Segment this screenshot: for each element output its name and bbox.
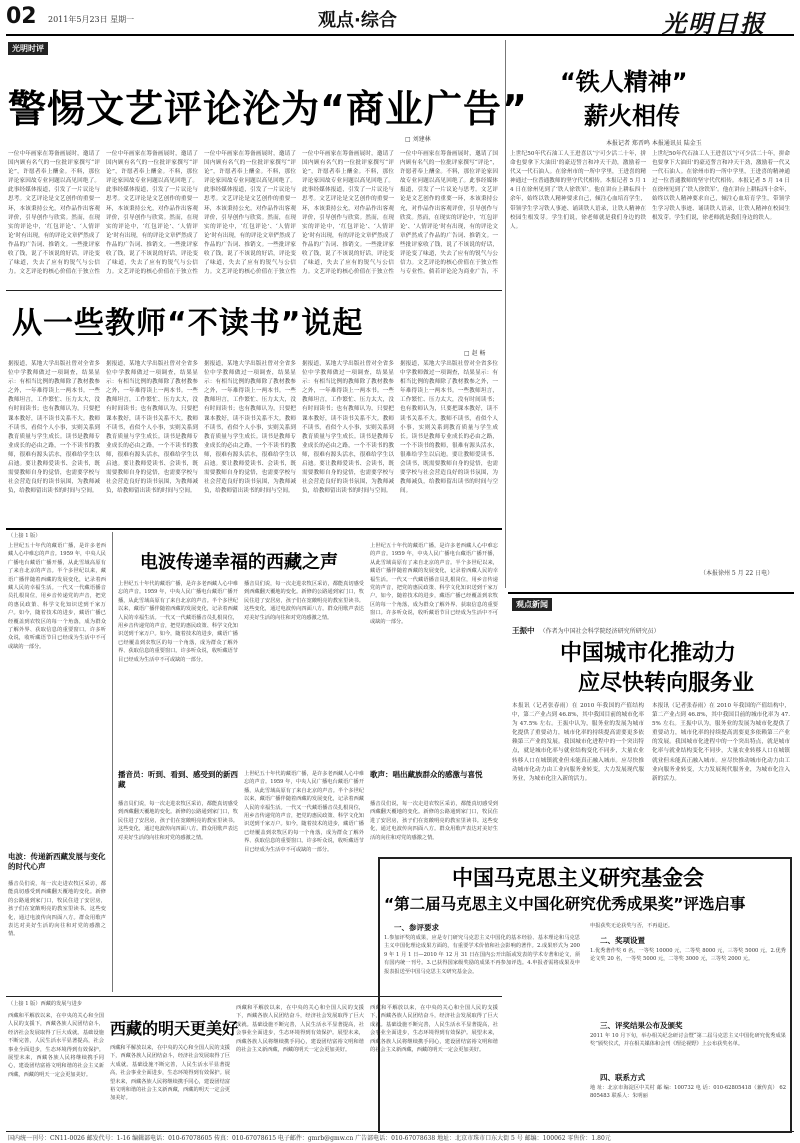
- article4-sub1-text: 电波：传递新西藏发展与变化的时代心声: [8, 852, 106, 871]
- article6-author-note: （作者为中国社会科学院经济研究所研究员）: [539, 628, 660, 635]
- article6-body: 本报讯（记者张春雨）在 2010 年我国的产值结构中，第二产业占到 46.8%，其中我国目前的城市化率为 47.5% 左右。王振中认为，服务业的发展为城市化提供了重要动力，城市化率的持续提高需要更多依赖第三产业的发展。我国城市化进程中的一个突出特点，就是城市化率与就业结构变化不同步，大量农业转移人口在城镇就业但未能真正融入城市。应尽快推动城市化动力由工业向服务业转变，大力发展现代服务业，为城市化注入新的活力。: [512, 703, 644, 782]
- notice-s2-body: 1.优秀著作奖 6 名，一等奖 10000 元，二等奖 8000 元，三等奖 5000 元。2.优秀论文奖 20 名，一等奖 5000 元，二等奖 3000 元，三等奖 2000 元。: [590, 948, 786, 963]
- article6-body-col2: 本报讯（记者张春雨）在 2010 年我国的产值结构中，第二产业占到 46.8%，其中我国目前的城市化率为 47.5% 左右。王振中认为，服务业的发展为城市化提供了重要动力，城市化率的持续提高需要更多依赖第三产业的发展。我国城市化进程中的一个突出特点，就是城市化率与就业结构变化不同步，大量农业转移人口在城镇就业但未能真正融入城市。应尽快推动城市化动力由工业向服务业转变，大力发展现代服务业，为城市化注入新的活力。: [652, 703, 790, 782]
- article4-body-col6: 上世纪五十年代的藏语广播，是许多老西藏人心中难忘的声音。1959 年，中央人民广播电台藏语广播开播，从此雪域高原有了来自北京的声音。半个多世纪以来，藏语广播伴随着西藏的发展变化，记录着西藏人民的幸福生活。一代又一代藏语播音员扎根岗位，用乡音传递党的声音，把党的惠民政策、科学文化知识送到千家万户。如今，随着技术的进步，藏语广播已经覆盖到农牧区的每一个角落，成为群众了解外界、获取信息的重要窗口。许多听众说，收听藏语节目已经成为生活中不可或缺的一部分。: [244, 771, 364, 853]
- article1-byline: [405, 134, 431, 143]
- article4-sub3-text: 歌声：唱出藏族群众的感激与喜悦: [370, 770, 483, 779]
- article1-body: 一位中年画家在筹备画展时，邀请了国内顾有名气的一位批评家撰写“评论”，许愿者奉上酬金。不料，那位评论家因故专业问题以高见回绝了。此事经媒体报道，引发了一片议论与思考。文艺评论是文艺创作的重要一环，本该秉持公允，对作品作出客观评价，引导创作与欣赏。然而，在现实的评论中，‘红包评论’、‘人情评论’时有出现，有的评论文章俨然成了作品的广告词、推销文。一些批评家收了钱，说了不该说的好话，评论变了味道，失去了应有的锐气与公信力。文艺评论的核心价值在于独立性: [8, 151, 100, 275]
- section-title: 观点·综合: [318, 10, 397, 31]
- article2-byline: 本报记者 郑晋鸣 本报通讯员 陆金玉: [606, 140, 702, 147]
- notice-org: 中国马克思主义研究基金会: [452, 866, 704, 890]
- article4-sub2: [118, 770, 243, 790]
- article4-body-col7: 播音员们说，每一次走进农牧区采访，都能真切感受到西藏翻天覆地的变化。新修的公路通到家门口，牧民住进了安居房，孩子们在宽敞明亮的教室里读书。这些变化，通过电波传向四面八方。群众用歌声表达对美好生活的向往和对党的感激之情。: [370, 801, 498, 841]
- article4-dateline: （上接 1 版）: [8, 533, 41, 539]
- article6-title-line1: 中国城市化推动力: [560, 641, 737, 666]
- article3-title: 从一些教师“不读书”说起: [12, 306, 364, 341]
- header-rule: [6, 34, 794, 36]
- article1-body-col4: 一位中年画家在筹备画展时，邀请了国内顾有名气的一位批评家撰写“评论”，许愿者奉上酬金。不料，那位评论家因故专业问题以高见回绝了。此事经媒体报道，引发了一片议论与思考。文艺评论是文艺创作的重要一环，本该秉持公允，对作品作出客观评价，引导创作与欣赏。然而，在现实的评论中，‘红包评论’、‘人情评论’时有出现，有的评论文章俨然成了作品的广告词、推销文。一些批评家收了钱，说了不该说的好话，评论变了味道，失去了应有的锐气与公信力。文艺评论的核心价值在于独立性: [302, 151, 394, 275]
- masthead-logo: 光明日报: [662, 9, 766, 38]
- article4-body-col2: 上世纪五十年代的藏语广播，是许多老西藏人心中难忘的声音。1959 年，中央人民广播电台藏语广播开播，从此雪域高原有了来自北京的声音。半个多世纪以来，藏语广播伴随着西藏的发展变化，记录着西藏人民的幸福生活。一代又一代藏语播音员扎根岗位，用乡音传递党的声音，把党的惠民政策、科学文化知识送到千家万户。如今，随着技术的进步，藏语广播已经覆盖到农牧区的每一个角落，成为群众了解外界、获取信息的重要窗口。许多听众说，收听藏语节目已经成为生活中不可或缺的一部分。: [118, 581, 238, 663]
- byline-box-icon-2: □: [464, 350, 472, 357]
- article3-byline-text: 赵 畅: [471, 350, 486, 357]
- article1-body-col5: 一位中年画家在筹备画展时，邀请了国内顾有名气的一位批评家撰写“评论”，许愿者奉上酬金。不料，那位评论家因故专业问题以高见回绝了。此事经媒体报道，引发了一片议论与思考。文艺评论是文艺创作的重要一环，本该秉持公允，对作品作出客观评价，引导创作与欣赏。然而，在现实的评论中，‘红包评论’、‘人情评论’时有出现，有的评论文章俨然成了作品的广告词、推销文。一些批评家收了钱，说了不该说的好话，评论变了味道，失去了应有的锐气与公信力。文艺评论的核心价值在于独立性与专业性。倘若评论沦为商业广告，不: [400, 151, 498, 275]
- rule-section2: [508, 592, 794, 594]
- notice-s4-body: 地 址：北京市海淀区中关村 邮 编：100732 电 话：010-62805418（兼传真） 62805483 联系人：朱明丽: [590, 1085, 786, 1100]
- article5-body-col2: 西藏和平解放以来，在中央的关心和全国人民的支援下，西藏各族人民团结奋斗，经济社会发展取得了巨大成就。基础设施不断完善，人民生活水平显著提高，社会事业全面进步，生态环境得到有效保护。展望未来，西藏各族人民将继续携手同心，建设团结富裕文明和谐的社会主义新西藏，西藏的明天一定会更加美好。: [110, 1045, 230, 1102]
- column-divider: [505, 40, 506, 588]
- notice-s3-title: 三、评奖结果公布及颁奖: [600, 1021, 683, 1030]
- article2-title-line1: “铁人精神”: [560, 68, 688, 96]
- notice-s3-body: 2011 年 10 月下旬，举办相关纪念研讨会暨“第二届马克思主义中国化研究优秀成果奖”颁奖仪式，并在相关媒体和会刊《理论视野》上公布获奖名单。: [590, 1033, 786, 1048]
- article5-body-col3: 西藏和平解放以来，在中央的关心和全国人民的支援下，西藏各族人民团结奋斗，经济社会发展取得了巨大成就。基础设施不断完善，人民生活水平显著提高，社会事业全面进步，生态环境得到有效保护。展望未来，西藏各族人民将继续携手同心，建设团结富裕文明和谐的社会主义新西藏，西藏的明天一定会更加美好。: [236, 1005, 364, 1054]
- page-number: 02: [6, 4, 37, 29]
- notice-title: “第二届马克思主义中国化研究优秀成果奖”评选启事: [384, 895, 746, 913]
- article1-body-col3: 一位中年画家在筹备画展时，邀请了国内顾有名气的一位批评家撰写“评论”，许愿者奉上酬金。不料，那位评论家因故专业问题以高见回绝了。此事经媒体报道，引发了一片议论与思考。文艺评论是文艺创作的重要一环，本该秉持公允，对作品作出客观评价，引导创作与欣赏。然而，在现实的评论中，‘红包评论’、‘人情评论’时有出现，有的评论文章俨然成了作品的广告词、推销文。一些批评家收了钱，说了不该说的好话，评论变了味道，失去了应有的锐气与公信力。文艺评论的核心价值在于独立性: [204, 151, 296, 275]
- article6-byline: [512, 618, 792, 637]
- divider-a: [112, 532, 113, 992]
- article3-body-col2: 据报道，某地大学出版社曾对全省多位中学教师做过一项调查，结果显示：有相当比例的教师除了教材教参之外，一年难得读上一两本书。一些教师坦言，工作繁忙、压力太大，没有时间读书；也有教师认为，只要把课本教好，读不读书关系不大。教师不读书，看似个人小事，实则关系到教育质量与学生成长。读书是教师专业成长的必由之路，一个不读书的教师，很难有源头活水，很难给学生以启迪。要让教师爱读书、会读书，既需要教师自身的觉悟，也需要学校与社会营造良好的读书氛围，为教师减负，给教师留出读书的时间与空间。: [106, 361, 198, 495]
- issue-date: 2011年5月23日 星期一: [48, 15, 135, 24]
- article1-body-col2: 一位中年画家在筹备画展时，邀请了国内顾有名气的一位批评家撰写“评论”，许愿者奉上酬金。不料，那位评论家因故专业问题以高见回绝了。此事经媒体报道，引发了一片议论与思考。文艺评论是文艺创作的重要一环，本该秉持公允，对作品作出客观评价，引导创作与欣赏。然而，在现实的评论中，‘红包评论’、‘人情评论’时有出现，有的评论文章俨然成了作品的广告词、推销文。一些批评家收了钱，说了不该说的好话，评论变了味道，失去了应有的锐气与公信力。文艺评论的核心价值在于独立性: [106, 151, 198, 275]
- article3-byline: [464, 348, 486, 357]
- notice-s1-body: 1.参加评奖的成果，应是专门研究马克思主义中国化的基本经验、基本理论和马克思主义中国化理论成果方面的，有重要学术价值和社会影响的著作。2.成果形式为 2009 年 1 月 1 日—2010 年 12 月 31 日在国内公开出版或发表的学术专著和论文，须有国内统一刊号。3.已获得国家级奖励的成果不再参加评选。4.申报者需将成果及申报表报送至中国马克思主义研究基金会。: [384, 935, 580, 975]
- article4-body: 上世纪五十年代的藏语广播，是许多老西藏人心中难忘的声音。1959 年，中央人民广播电台藏语广播开播，从此雪域高原有了来自北京的声音。半个多世纪以来，藏语广播伴随着西藏的发展变化，记录着西藏人民的幸福生活。一代又一代藏语播音员扎根岗位，用乡音传递党的声音，把党的惠民政策、科学文化知识送到千家万户。如今，随着技术的进步，藏语广播已经覆盖到农牧区的每一个角落，成为群众了解外界、获取信息的重要窗口。许多听众说，收听藏语节目已经成为生活中不可或缺的一部分。: [8, 543, 106, 650]
- article5-title: 西藏的明天更美好: [110, 1019, 239, 1038]
- article5-body-col4: 西藏和平解放以来，在中央的关心和全国人民的支援下，西藏各族人民团结奋斗，经济社会发展取得了巨大成就。基础设施不断完善，人民生活水平显著提高，社会事业全面进步，生态环境得到有效保护。展望未来，西藏各族人民将继续携手同心，建设团结富裕文明和谐的社会主义新西藏，西藏的明天一定会更加美好。: [370, 1005, 498, 1054]
- article4-body-col5: 播音员们说，每一次走进农牧区采访，都能真切感受到西藏翻天覆地的变化。新修的公路通到家门口，牧民住进了安居房，孩子们在宽敞明亮的教室里读书。这些变化，通过电波传向四面八方。群众用歌声表达对美好生活的向往和对党的感激之情。: [118, 801, 238, 841]
- article4-sub1: [8, 852, 106, 872]
- notice-s1-tail: 申报获奖无论获奖与否，不再退还。: [590, 923, 674, 929]
- mid-rule: [6, 290, 502, 291]
- article2-body: 上世纪50年代石油工人王进喜以‘宁可少活二十年，拼命也要拿下大油田’的豪迈誓言和冲天干劲，激励着一代又一代石油人。在徐州市的一所中学里，王进喜的精神通过一位普通教师的坚守代代相传。本报记者 5 月 14 日在徐州见到了‘铁人徐铁军’。他在讲台上耕耘四十余年，始终以铁人精神要求自己，倾注心血培育学生，带领学生学习铁人事迹、诵读铁人语录，让铁人精神在校园生根发芽。学生们说，徐老师就是我们身边的铁人。: [510, 151, 646, 230]
- article4-body-col4: 上世纪五十年代的藏语广播，是许多老西藏人心中难忘的声音。1959 年，中央人民广播电台藏语广播开播，从此雪域高原有了来自北京的声音。半个多世纪以来，藏语广播伴随着西藏的发展变化，记录着西藏人民的幸福生活。一代又一代藏语播音员扎根岗位，用乡音传递党的声音，把党的惠民政策、科学文化知识送到千家万户。如今，随着技术的进步，藏语广播已经覆盖到农牧区的每一个角落，成为群众了解外界、获取信息的重要窗口。许多听众说，收听藏语节目已经成为生活中不可或缺的一部分。: [370, 543, 498, 625]
- article2-dateline: （本报徐州 5 月 22 日电）: [700, 570, 774, 577]
- article2-title-line2: 薪火相传: [584, 102, 680, 130]
- footer-rule: [6, 1131, 794, 1132]
- article3-body-col5: 据报道，某地大学出版社曾对全省多位中学教师做过一项调查，结果显示：有相当比例的教师除了教材教参之外，一年难得读上一两本书。一些教师坦言，工作繁忙、压力太大，没有时间读书；也有教师认为，只要把课本教好，读不读书关系不大。教师不读书，看似个人小事，实则关系到教育质量与学生成长。读书是教师专业成长的必由之路，一个不读书的教师，很难有源头活水，很难给学生以启迪。要让教师爱读书、会读书，既需要教师自身的觉悟，也需要学校与社会营造良好的读书氛围，为教师减负，给教师留出读书的时间与空间。: [400, 361, 498, 495]
- byline-box-icon: □: [405, 136, 413, 143]
- footer-info: 国内统一刊号：CN11-0026 邮发代号：1-16 编辑部电话：010-67078605 传真：010-67078615 电子邮件：gmrb@gmw.cn 广告部电话：010-67078638 地址：北京市珠市口东大街 5 号 邮编：100062 零售价：1.80元: [8, 1135, 611, 1142]
- article4-title: 电波传递幸福的西藏之声: [140, 552, 338, 573]
- article4-sub3: [370, 770, 498, 780]
- article6-title-line2: 应尽快转向服务业: [578, 671, 755, 696]
- section2-label: 观点新闻: [512, 598, 552, 611]
- article5-dateline: （上接 1 版）西藏的发展与进步: [8, 1001, 83, 1007]
- notice-s1-title: 一、参评要求: [394, 923, 439, 932]
- article3-body-col3: 据报道，某地大学出版社曾对全省多位中学教师做过一项调查，结果显示：有相当比例的教师除了教材教参之外，一年难得读上一两本书。一些教师坦言，工作繁忙、压力太大，没有时间读书；也有教师认为，只要把课本教好，读不读书关系不大。教师不读书，看似个人小事，实则关系到教育质量与学生成长。读书是教师专业成长的必由之路，一个不读书的教师，很难有源头活水，很难给学生以启迪。要让教师爱读书、会读书，既需要教师自身的觉悟，也需要学校与社会营造良好的读书氛围，为教师减负，给教师留出读书的时间与空间。: [204, 361, 296, 495]
- article3-body: 据报道，某地大学出版社曾对全省多位中学教师做过一项调查，结果显示：有相当比例的教师除了教材教参之外，一年难得读上一两本书。一些教师坦言，工作繁忙、压力太大，没有时间读书；也有教师认为，只要把课本教好，读不读书关系不大。教师不读书，看似个人小事，实则关系到教育质量与学生成长。读书是教师专业成长的必由之路，一个不读书的教师，很难有源头活水，很难给学生以启迪。要让教师爱读书、会读书，既需要教师自身的觉悟，也需要学校与社会营造良好的读书氛围，为教师减负，给教师留出读书的时间与空间。: [8, 361, 100, 495]
- article1-byline-text: 刘建林: [412, 136, 431, 143]
- lower-rule: [6, 528, 502, 530]
- article4-sub2-text: 播音员：听到、看到、感受到的新西藏: [118, 770, 238, 789]
- article2-body-col2: 上世纪50年代石油工人王进喜以‘宁可少活二十年，拼命也要拿下大油田’的豪迈誓言和冲天干劲，激励着一代又一代石油人。在徐州市的一所中学里，王进喜的精神通过一位普通教师的坚守代代相传。本报记者 5 月 14 日在徐州见到了‘铁人徐铁军’。他在讲台上耕耘四十余年，始终以铁人精神要求自己，倾注心血培育学生，带领学生学习铁人事迹、诵读铁人语录，让铁人精神在校园生根发芽。学生们说，徐老师就是我们身边的铁人。: [652, 151, 790, 221]
- article3-body-col4: 据报道，某地大学出版社曾对全省多位中学教师做过一项调查，结果显示：有相当比例的教师除了教材教参之外，一年难得读上一两本书。一些教师坦言，工作繁忙、压力太大，没有时间读书；也有教师认为，只要把课本教好，读不读书关系不大。教师不读书，看似个人小事，实则关系到教育质量与学生成长。读书是教师专业成长的必由之路，一个不读书的教师，很难有源头活水，很难给学生以启迪。要让教师爱读书、会读书，既需要教师自身的觉悟，也需要学校与社会营造良好的读书氛围，为教师减负，给教师留出读书的时间与空间。: [302, 361, 394, 495]
- column-label: 光明时评: [8, 42, 48, 55]
- notice-s2-title: 二、奖项设置: [600, 936, 645, 945]
- article5-body: 西藏和平解放以来，在中央的关心和全国人民的支援下，西藏各族人民团结奋斗，经济社会发展取得了巨大成就。基础设施不断完善，人民生活水平显著提高，社会事业全面进步，生态环境得到有效保护。展望未来，西藏各族人民将继续携手同心，建设团结富裕文明和谐的社会主义新西藏，西藏的明天一定会更加美好。: [8, 1013, 104, 1078]
- article6-author: 王振中: [512, 626, 535, 635]
- article4-body-2: 播音员们说，每一次走进农牧区采访，都能真切感受到西藏翻天覆地的变化。新修的公路通到家门口，牧民住进了安居房，孩子们在宽敞明亮的教室里读书。这些变化，通过电波传向四面八方。群众用歌声表达对美好生活的向往和对党的感激之情。: [8, 881, 106, 938]
- article4-body-col3: 播音员们说，每一次走进农牧区采访，都能真切感受到西藏翻天覆地的变化。新修的公路通到家门口，牧民住进了安居房，孩子们在宽敞明亮的教室里读书。这些变化，通过电波传向四面八方。群众用歌声表达对美好生活的向往和对党的感激之情。: [244, 581, 364, 621]
- notice-s4-title: 四、联系方式: [600, 1073, 645, 1082]
- article1-title: 警惕文艺评论沦为“商业广告”: [8, 87, 528, 131]
